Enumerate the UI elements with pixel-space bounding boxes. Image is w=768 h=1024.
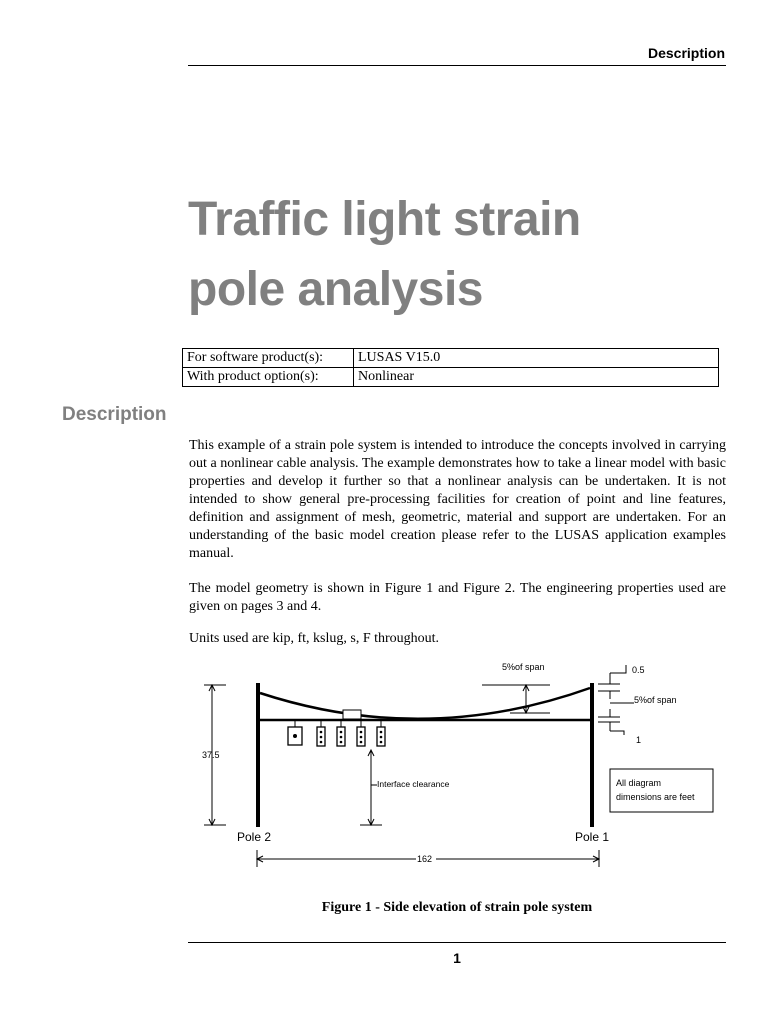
note-line-1: All diagram xyxy=(616,778,662,788)
header-rule xyxy=(188,65,726,66)
right-dimensions xyxy=(598,665,634,735)
title-line-1: Traffic light strain xyxy=(188,193,581,246)
one-label: 1 xyxy=(636,735,642,745)
pole-1-label: Pole 1 xyxy=(575,830,610,844)
table-row xyxy=(183,368,719,387)
section-heading: Description xyxy=(62,404,167,425)
table-cell-label: For software product(s): xyxy=(183,349,354,368)
figure-side-elevation xyxy=(180,655,740,880)
page-title xyxy=(188,185,748,325)
table-cell-label: With product option(s): xyxy=(183,368,354,387)
catenary-cable xyxy=(260,688,590,719)
paragraph-geometry: The model geometry is shown in Figure 1 and Figure 2. The engineering properties used are given on pages 3 and 4. xyxy=(189,581,726,614)
side-sag-label: 5%of span xyxy=(634,695,677,705)
pole-2-shape xyxy=(256,683,260,827)
pole-2-label: Pole 2 xyxy=(237,830,272,844)
title-line-2: pole analysis xyxy=(188,263,483,316)
product-table xyxy=(182,348,719,387)
note-line-2: dimensions are feet xyxy=(616,792,695,802)
paragraph-units: Units used are kip, ft, kslug, s, F throughout. xyxy=(189,631,440,646)
span-label: 162 xyxy=(417,854,433,864)
paragraph-intro: This example of a strain pole system is intended to introduce the concepts involved in carrying out a nonlinear cable analysis. The example demonstrates how to take a linear model with basic properties and develop it further so that a nonlinear analysis can be undertaken. It is not intended to show general pre-processing facilities for creation of point and line features, definition and assignment of mesh, geometric, material and support are undertaken. For an understanding of the basic model creation please refer to the LUSAS application examples manual. xyxy=(189,438,726,561)
table-cell-value: LUSAS V15.0 xyxy=(354,349,719,368)
running-header-title: Description xyxy=(647,45,725,61)
top-gap-label: 0.5 xyxy=(632,665,645,675)
traffic-signals xyxy=(288,720,385,746)
pole-1-shape xyxy=(590,683,594,827)
junction-box-shape xyxy=(343,710,361,719)
footer-rule xyxy=(188,942,726,943)
height-label: 37.5 xyxy=(202,750,220,760)
dimension-note-box xyxy=(610,769,713,812)
sag-label: 5%of span xyxy=(502,662,545,672)
table-row xyxy=(183,349,719,368)
table-cell-value: Nonlinear xyxy=(354,368,719,387)
figure-caption: Figure 1 - Side elevation of strain pole system xyxy=(321,900,593,915)
clearance-label: Interface clearance xyxy=(377,779,450,789)
page-number: 1 xyxy=(453,950,461,966)
